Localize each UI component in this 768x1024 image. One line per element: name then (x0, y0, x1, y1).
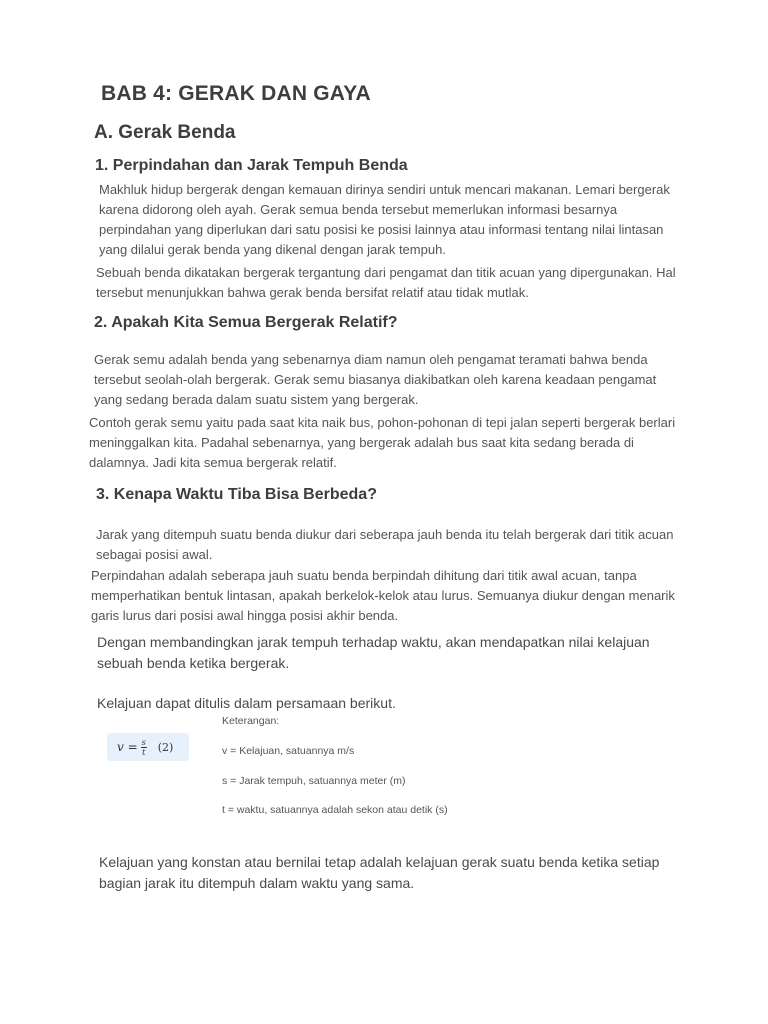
keterangan-s: s = Jarak tempuh, satuannya meter (m) (222, 775, 406, 787)
formula-denominator: t (142, 747, 146, 757)
formula-equation-number: (2) (157, 740, 174, 754)
subsection-3-paragraph-4: Kelajuan dapat ditulis dalam persamaan berikut. (97, 695, 396, 711)
formula-fraction (141, 738, 147, 757)
subsection-3-title: 3. Kenapa Waktu Tiba Bisa Berbeda? (96, 486, 377, 503)
chapter-title: BAB 4: GERAK DAN GAYA (101, 82, 371, 105)
subsection-3-paragraph-5: Kelajuan yang konstan atau bernilai tetap adalah kelajuan gerak suatu benda ketika setiap bagian jarak itu ditempuh dalam waktu yang sama. (99, 854, 660, 891)
subsection-2-paragraph-1: Gerak semu adalah benda yang sebenarnya diam namun oleh pengamat teramati bahwa benda tersebut seolah-olah bergerak. Gerak semu biasanya diakibatkan oleh karena keadaan pengamat yang sedang berada dalam suatu sistem yang bergerak. (94, 352, 657, 407)
section-title: A. Gerak Benda (94, 122, 236, 143)
subsection-2-title: 2. Apakah Kita Semua Bergerak Relatif? (94, 314, 398, 331)
formula-lhs: v = (117, 740, 138, 754)
subsection-2-paragraph-2: Contoh gerak semu yaitu pada saat kita naik bus, pohon-pohonan di tepi jalan seperti bergerak berlari meninggalkan kita. Padahal sebenarnya, yang bergerak adalah bus saat kita sedang berada di dalamnya. Jadi kita semua bergerak relatif. (89, 415, 676, 470)
subsection-3-paragraph-1: Jarak yang ditempuh suatu benda diukur dari seberapa jauh benda itu telah bergerak dari titik acuan sebagai posisi awal. (96, 527, 674, 562)
subsection-1-paragraph-2: Sebuah benda dikatakan bergerak tergantung dari pengamat dan titik acuan yang dipergunakan. Hal tersebut menunjukkan bahwa gerak benda bersifat relatif atau tidak mutlak. (96, 265, 676, 300)
subsection-3-paragraph-2: Perpindahan adalah seberapa jauh suatu benda berpindah dihitung dari titik awal acuan, tanpa memperhatikan bentuk lintasan, apakah berkelok-kelok atau lurus. Semuanya diukur dengan menarik garis lurus dari posisi awal hingga posisi akhir benda. (91, 568, 675, 623)
subsection-1-paragraph-1: Makhluk hidup bergerak dengan kemauan dirinya sendiri untuk mencari makanan. Lemari bergerak karena didorong oleh ayah. Gerak semua benda tersebut memerlukan informasi besarnya perpindahan yang diperlukan dari satu posisi ke posisi lainnya atau informasi tentang nilai lintasan yang dilalui gerak benda yang dikenal dengan jarak tempuh. (99, 182, 670, 257)
formula-numerator: s (141, 737, 146, 747)
keterangan-title: Keterangan: (222, 715, 280, 727)
subsection-1-title: 1. Perpindahan dan Jarak Tempuh Benda (95, 157, 408, 174)
speed-formula (107, 733, 189, 761)
subsection-3-paragraph-3: Dengan membandingkan jarak tempuh terhadap waktu, akan mendapatkan nilai kelajuan sebuah benda ketika bergerak. (97, 634, 650, 671)
keterangan-t: t = waktu, satuannya adalah sekon atau detik (s) (222, 804, 448, 816)
keterangan-v: v = Kelajuan, satuannya m/s (222, 745, 355, 757)
